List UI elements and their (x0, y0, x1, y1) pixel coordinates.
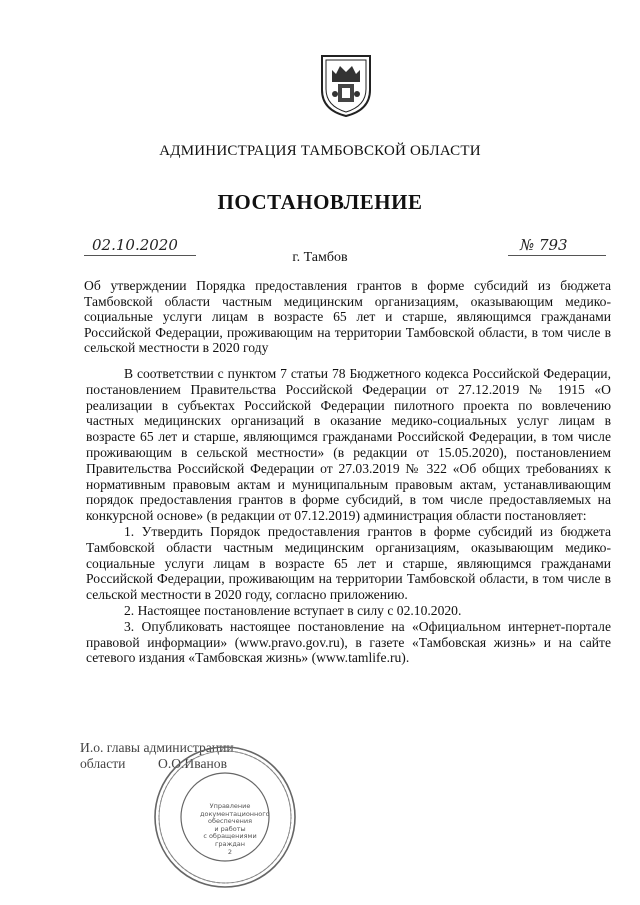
body-item-3: 3. Опубликовать настоящее постановление на «Официальном интернет-портале правовой информации» (www.pravo.gov.ru), в газете «Тамбовская жизнь» и на сайте сетевого издания «Тамбовская жизнь» (www.tamlife.ru). (86, 618, 611, 666)
body-item-2: 2. Настоящее постановление вступает в силу с 02.10.2020. (124, 602, 462, 618)
organization-title: АДМИНИСТРАЦИЯ ТАМБОВСКОЙ ОБЛАСТИ (159, 143, 481, 159)
document-date: 02.10.2020 (92, 236, 178, 254)
stamp-center-text: Управление документационного обеспечения и работы с обращениями граждан 2 (200, 802, 270, 856)
signature-position-line2: области (80, 755, 126, 771)
document-subject: Об утверждении Порядка предоставления грантов в форме субсидий из бюджета Тамбовской области частным медицинским организациям, оказывающим медико-социальные услуги лицам в возрасте 65 лет и старше, являющимся гражданами Российской Федерации, проживающим на территории Тамбовской области, в том числе в сельской местности в 2020 году (84, 278, 611, 356)
document-city: г. Тамбов (292, 250, 348, 265)
body-item-1: 1. Утвердить Порядок предоставления грантов в форме субсидий из бюджета Тамбовской области частным медицинским организациям, оказывающим медико-социальные услуги лицам в возрасте 65 лет и старше, являющимся гражданами Российской Федерации, проживающим на территории Тамбовской области, в том числе в сельской местности в 2020 году, согласно приложению. (86, 523, 611, 603)
coat-of-arms-icon (318, 52, 374, 118)
signatory-name: О.О.Иванов (158, 755, 228, 771)
document-body (86, 366, 611, 666)
signature-position-line1: И.о. главы администрации (80, 740, 234, 755)
number-underline (508, 255, 606, 256)
document-type-title: ПОСТАНОВЛЕНИЕ (217, 190, 423, 214)
preamble-paragraph: В соответствии с пунктом 7 статьи 78 Бюджетного кодекса Российской Федерации, постановлением Правительства Российской Федерации от 27.12.2019 № 1915 «О реализации в субъектах Российской Федерации пилотного проекта по вовлечению частных медицинских организаций в оказание медико-социальных услуг лицам в возрасте 65 лет и старше, являющимся гражданами Российской Федерации, в том числе проживающим в сельской местности» (в редакции от 15.05.2020), постановлением Правительства Российской Федерации от 27.03.2019 № 322 «Об общих требованиях к нормативным правовым актам и муниципальным правовым актам, устанавливающим порядок предоставления грантов в форме субсидий, в том числе предоставляемых на конкурсной основе» (в редакции от 07.12.2019) администрация области постановляет: (86, 366, 611, 524)
document-number: № 793 (520, 236, 568, 254)
